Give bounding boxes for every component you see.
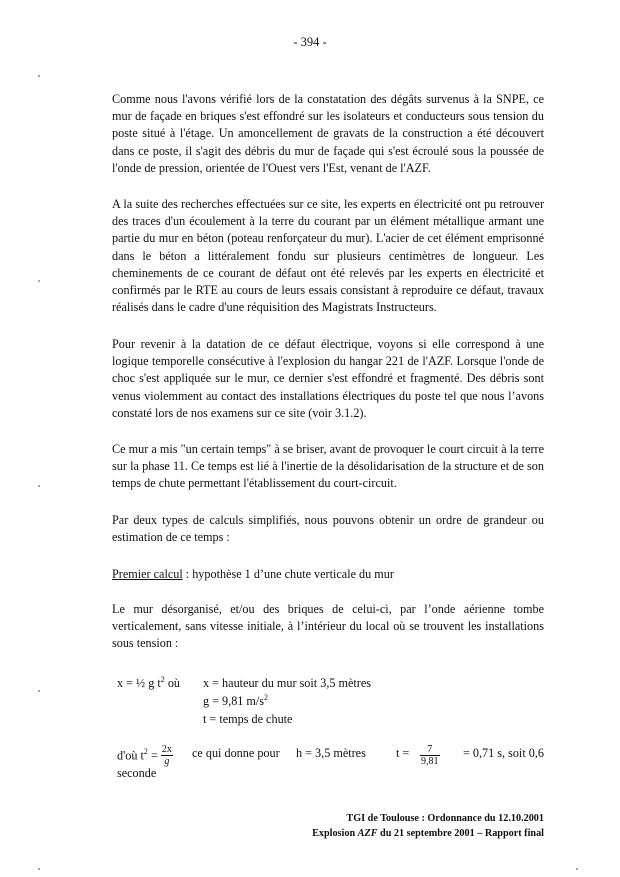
paragraph-wall-break-time: Ce mur a mis "un certain temps" à se briser, avant de provoquer le court circuit à la terre sur la phase 11. Ce temps est lié à l'inertie de la désolidarisation de la structure et de son temps de chute permettant l'établissement du court-circuit. [112, 442, 544, 491]
footer-line-tgi: TGI de Toulouse : Ordonnance du 12.10.2001 [346, 813, 544, 824]
paragraph-snpe-wall: Comme nous l'avons vérifié lors de la constatation des dégâts survenus à la SNPE, ce mur de façade en briques s'est effondré sur les isolateurs et conducteurs sous tension du poste situé à l'étage. Un amoncellement de gravats de la construction a été découvert dans ce poste, il s'agit des débris du mur de façade qui s'est écroulé sous la poussée de l'onde de pression, orientée de l'Ouest vers l'Est, venant de l'AZF. [112, 92, 544, 175]
scan-speck [38, 690, 40, 692]
paragraph-electrical-experts: A la suite des recherches effectuées sur ce site, les experts en électricité ont pu retrouver des traces d'un écoulement à la terre du courant par un élément métallique armant une partie du mur en béton (poteau renforçateur du mur). L'acier de cet élément emprisonné dans le béton a littéralement fondu sur plusieurs centimètres de longueur. Les cheminements de ce courant de défaut ont été relevés par les experts en électricité et confirmés par le RTE au cours de leurs essais consistant à reproduire ce défaut, travaux réalisés dans le cadre d'une réquisition des Magistrats Instructeurs. [112, 197, 544, 315]
formula-def-t: t = temps de chute [203, 712, 293, 726]
page-number: - 394 - [293, 35, 327, 49]
section-first-calculation [112, 566, 544, 583]
formula-seconde: seconde [117, 766, 157, 780]
paragraph-fault-dating: Pour revenir à la datation de ce défaut électrique, voyons si elle correspond à une logique temporelle consécutive à l'explosion du hangar 221 de l'AZF. Lorsque l'onde de choc s'est appliquée sur le mur, ce dernier s'est effondré et fragmenté. Des débris sont venus violemment au contact des installations électriques du poste tel que nous l’avons constaté lors de nos examens sur ce site (voir 3.1.2). [112, 337, 544, 420]
formula-derivation: d'où $t^2$ = $\frac{2x}{g}$ [117, 744, 172, 767]
page-footer [312, 811, 544, 841]
scan-speck [38, 75, 40, 77]
scan-speck [38, 485, 40, 487]
fraction-2x-over-g: $\frac{2x}{g}$ [161, 744, 172, 767]
paragraph-vertical-fall: Le mur désorganisé, et/ou des briques de celui-ci, par l’onde aérienne tombe verticalement, sans vitesse initiale, à l’intérieur du local où se trouvent les installations sous tension : [112, 602, 544, 651]
formula-lhs: x = ½ g $t^2$ où [117, 674, 181, 690]
paragraph-calculation-types: Par deux types de calculs simplifiés, nous pouvons obtenir un ordre de grandeur ou estimation de ce temps : [112, 513, 544, 545]
formula-ce-qui-donne: ce qui donne pour [192, 746, 280, 760]
formula-t-equals: t = [396, 746, 410, 760]
formula-result: = 0,71 s, soit 0,6 [462, 746, 544, 760]
scan-speck [38, 868, 40, 870]
formula-h-value: h = 3,5 mètres [296, 746, 366, 760]
formula-def-g: g = 9,81 $m/s^2$ [203, 692, 269, 708]
section-hypothesis-text: : hypothèse 1 d’une chute verticale du mur [182, 567, 394, 581]
scan-speck [576, 868, 578, 870]
section-heading-first-calculation: Premier calcul [112, 567, 183, 581]
scan-speck [38, 280, 40, 282]
formula-def-x: x = hauteur du mur soit 3,5 mètres [203, 676, 371, 690]
footer-line-explosion: Explosion AZF du 21 septembre 2001 – Rapport final [312, 828, 544, 839]
fraction-7-over-981: $\frac{7}{9,81}$ [421, 744, 439, 767]
